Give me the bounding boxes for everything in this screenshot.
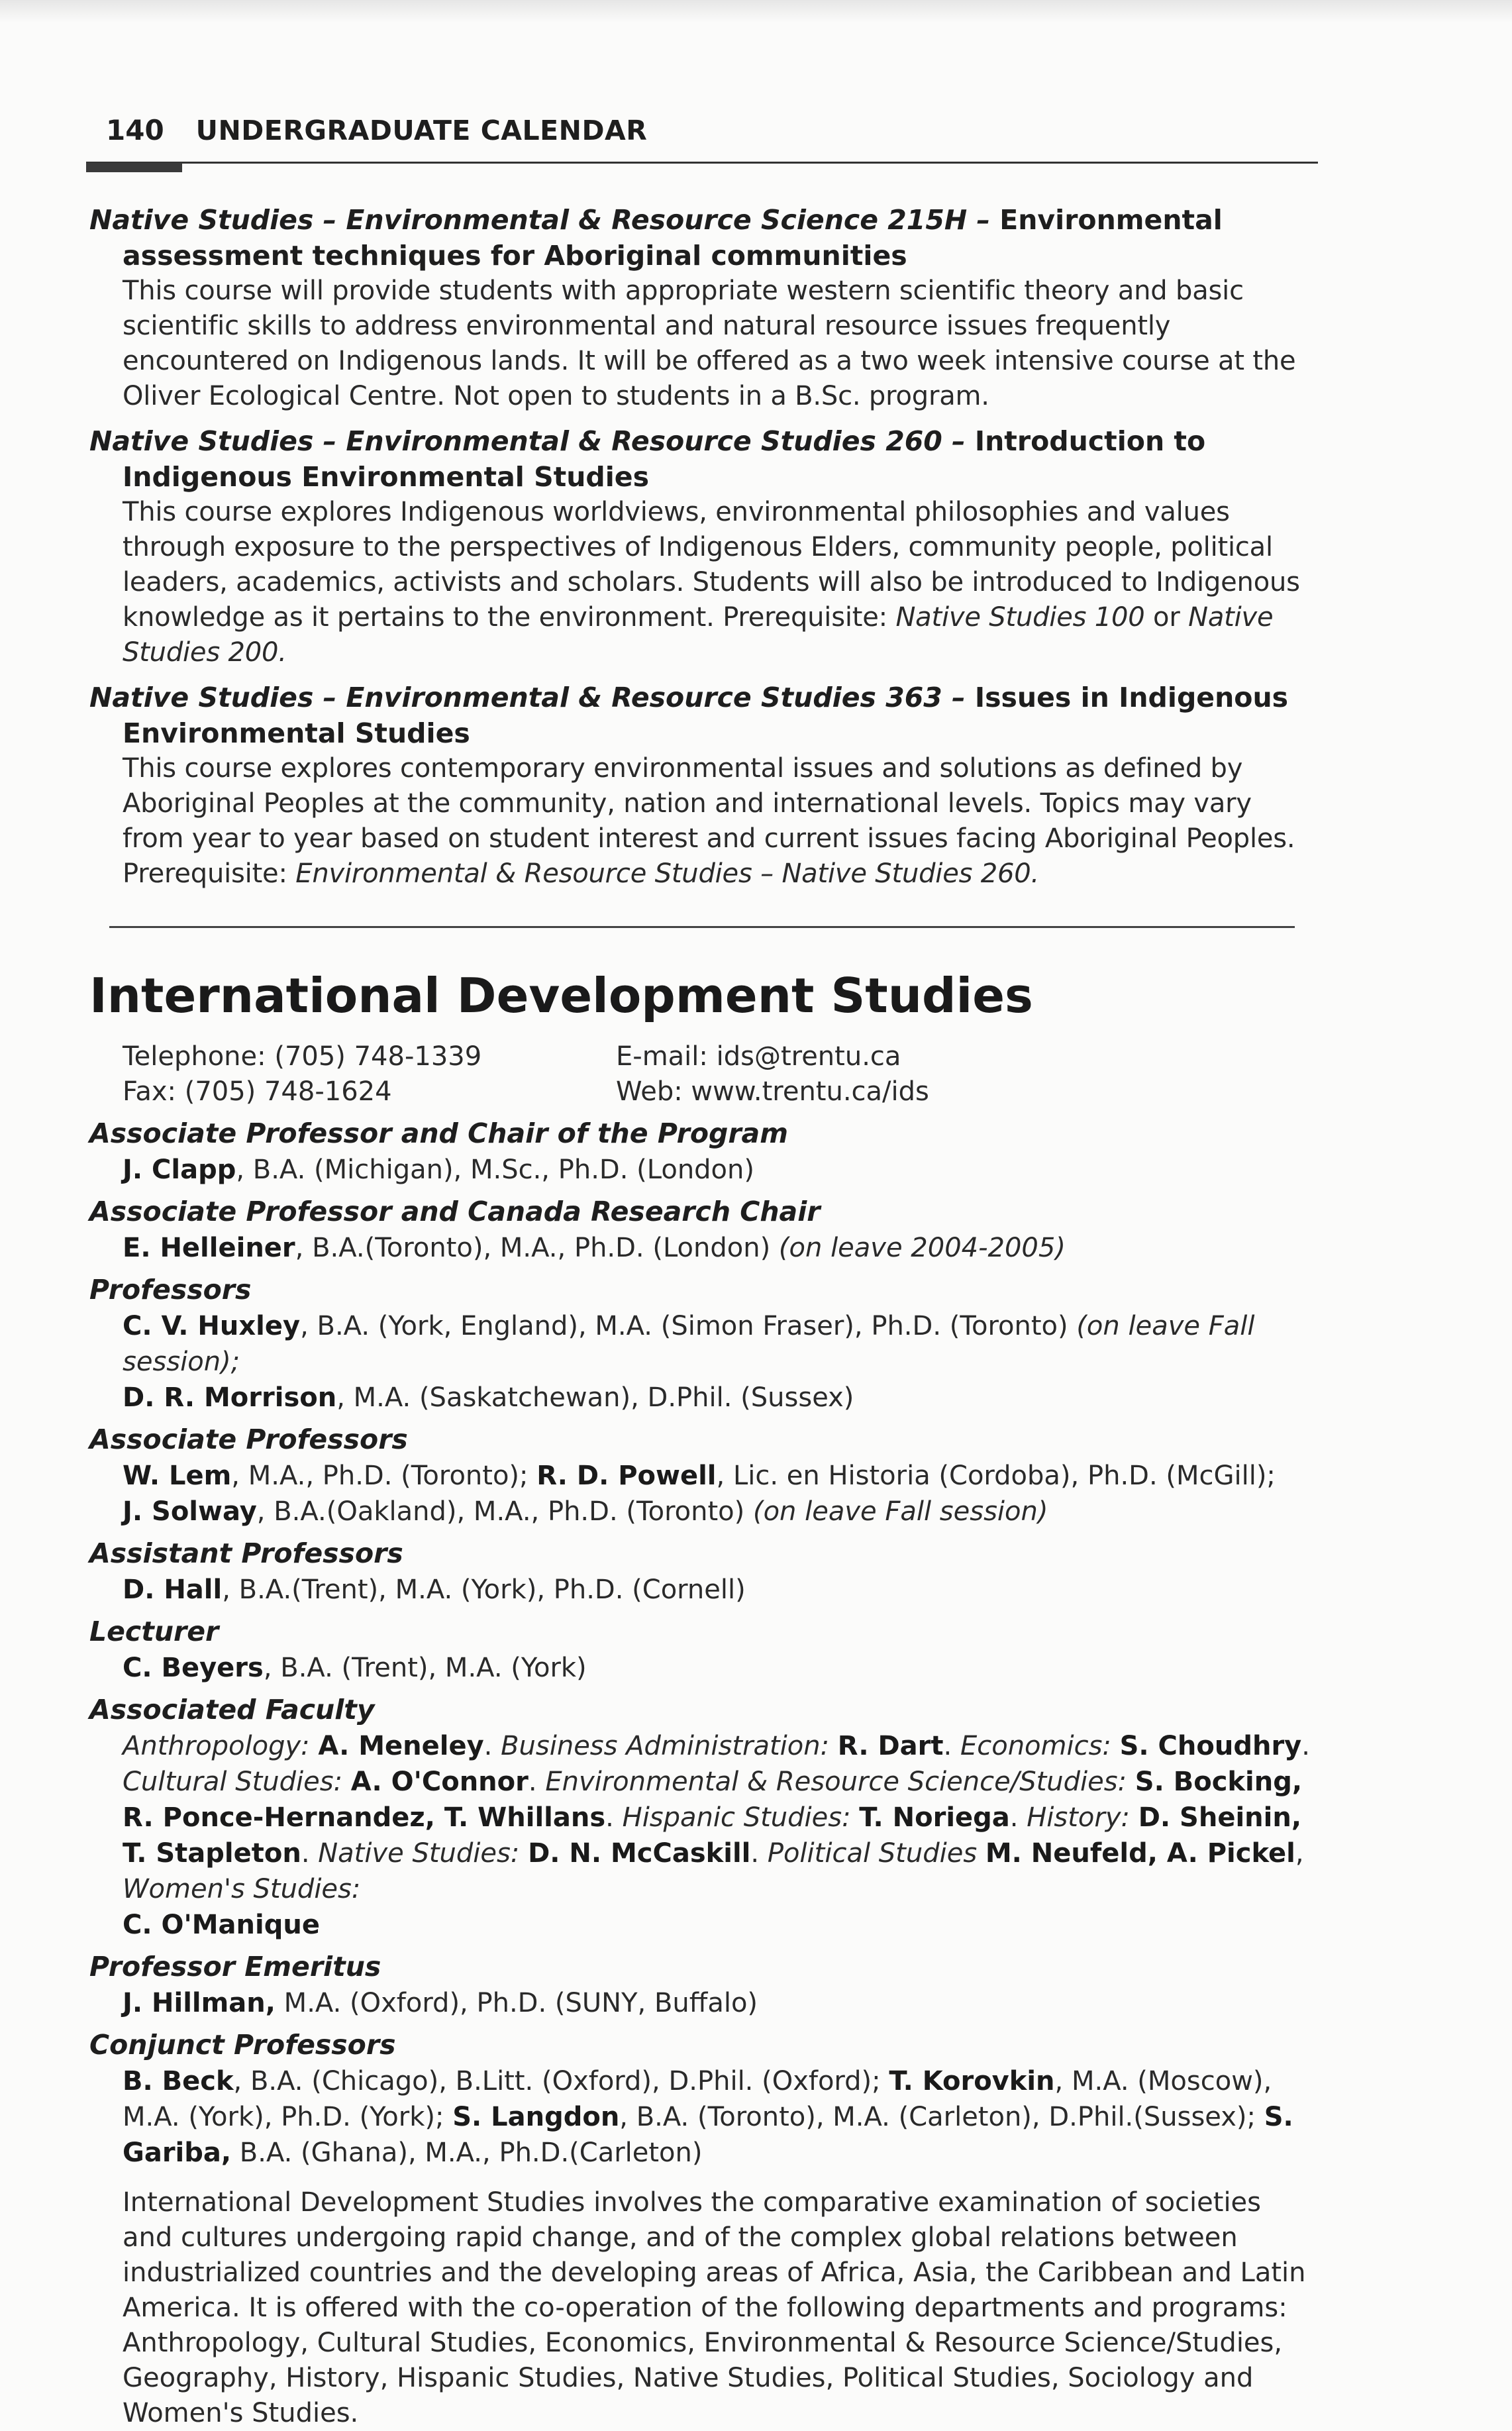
faculty-members xyxy=(89,1985,1318,2021)
program-description: International Development Studies involves the comparative examination of societies and cultures undergoing rapid change, and of the complex global relations between industrialized countries and the developing areas of Africa, Asia, the Caribbean and Latin America. It is offered with the co-operation of the following departments and programs: Anthropology, Cultural Studies, Economics, Environmental & Resource Science/Studies, Geography, History, Hispanic Studies, Native Studies, Political Studies, Sociology and Women's Studies. xyxy=(123,2187,1306,2428)
department-label: Hispanic Studies: xyxy=(622,1802,851,1833)
faculty-credentials: , B.A. (Trent), M.A. (York) xyxy=(263,1653,587,1683)
faculty-name: S. Langdon xyxy=(452,2102,620,2132)
leave-note: (on leave Fall session) xyxy=(752,1496,1048,1527)
faculty-name: S. Bocking, R. Ponce-Hernandez, T. Whillans xyxy=(123,1767,1303,1833)
faculty-group-label: Conjunct Professors xyxy=(89,2029,396,2061)
faculty-credentials: , B.A. (York, England), M.A. (Simon Fraser), Ph.D. (Toronto) xyxy=(300,1311,1068,1341)
faculty-group-professors xyxy=(89,1271,1318,1416)
faculty-name: D. Sheinin, T. Stapleton xyxy=(123,1802,1302,1869)
faculty-members xyxy=(89,1230,1318,1266)
prerequisite-course: Native Studies 100 xyxy=(895,602,1145,633)
faculty-name: R. D. Powell xyxy=(536,1461,717,1491)
faculty-name: A. Meneley xyxy=(318,1731,484,1761)
email: E-mail: ids@trentu.ca xyxy=(616,1041,901,1072)
faculty-name: D. R. Morrison xyxy=(123,1382,337,1413)
course-description-text: This course will provide students with appropriate western scientific theory and basic scientific skills to address environmental and natural resource issues frequently encountered on Indigenous lands. It will be offered as a two week intensive course at the Oliver Ecological Centre. Not open to students in a B.Sc. program. xyxy=(123,276,1296,411)
department-label: History: xyxy=(1027,1802,1130,1833)
faculty-group-label: Assistant Professors xyxy=(89,1537,403,1569)
faculty-members xyxy=(89,1308,1318,1416)
faculty-members xyxy=(89,1458,1318,1529)
faculty-group-chair xyxy=(89,1115,1318,1188)
faculty-group-conjunct xyxy=(89,2026,1318,2171)
faculty-name: B. Beck xyxy=(123,2066,234,2096)
header-marker xyxy=(86,163,182,172)
faculty-group-associate-professors xyxy=(89,1421,1318,1529)
page-number: 140 xyxy=(106,114,164,146)
faculty-credentials: B.A. (Ghana), M.A., Ph.D.(Carleton) xyxy=(231,2138,703,2168)
faculty-name: D. N. McCaskill xyxy=(528,1838,751,1869)
contact-block xyxy=(89,1039,1318,1110)
faculty-person xyxy=(123,1494,1318,1529)
faculty-members xyxy=(89,1572,1318,1608)
faculty-credentials: , M.A. (Saskatchewan), D.Phil. (Sussex) xyxy=(336,1382,854,1413)
faculty-name: E. Helleiner xyxy=(123,1233,295,1263)
faculty-person xyxy=(123,1380,1318,1416)
faculty-name: S. Gariba, xyxy=(123,2102,1293,2168)
faculty-group-research-chair xyxy=(89,1193,1318,1266)
page-content xyxy=(89,202,1318,2431)
faculty-name: J. Clapp xyxy=(123,1155,236,1185)
faculty-name: C. V. Huxley xyxy=(123,1311,301,1341)
department-label: Economics: xyxy=(960,1731,1111,1761)
faculty-credentials: , B.A.(Toronto), M.A., Ph.D. (London) xyxy=(295,1233,771,1263)
faculty-name: C. O'Manique xyxy=(123,1910,320,1940)
faculty-group-associated xyxy=(89,1691,1318,1943)
faculty-group-label: Associate Professor and Canada Research Chair xyxy=(89,1196,821,1227)
department-label: Political Studies xyxy=(767,1838,978,1869)
telephone: Telephone: (705) 748-1339 xyxy=(123,1041,482,1072)
faculty-credentials: M.A. (Oxford), Ph.D. (SUNY, Buffalo) xyxy=(275,1988,758,2018)
website: Web: www.trentu.ca/ids xyxy=(616,1076,929,1107)
faculty-name: D. Hall xyxy=(123,1575,223,1605)
faculty-credentials: , Lic. en Historia (Cordoba), Ph.D. (McGill); xyxy=(716,1461,1276,1491)
faculty-name: J. Hillman, xyxy=(123,1988,276,2018)
faculty-credentials: , B.A.(Trent), M.A. (York), Ph.D. (Cornell) xyxy=(222,1575,746,1605)
course-code: Native Studies – Environmental & Resource Science 215H – xyxy=(89,204,990,236)
faculty-name: M. Neufeld, A. Pickel xyxy=(985,1838,1295,1869)
scan-edge-shadow xyxy=(0,0,1512,23)
faculty-group-label: Associated Faculty xyxy=(89,1694,375,1726)
faculty-group-label: Associate Professor and Chair of the Program xyxy=(89,1117,788,1149)
page-header xyxy=(106,114,1318,146)
department-label: Anthropology: xyxy=(123,1731,310,1761)
faculty-credentials: , M.A., Ph.D. (Toronto); xyxy=(231,1461,537,1491)
department-label: Women's Studies: xyxy=(123,1874,361,1904)
faculty-person xyxy=(123,1458,1318,1494)
faculty-group-label: Professors xyxy=(89,1274,252,1306)
course-description xyxy=(89,751,1318,892)
course-description xyxy=(89,495,1318,670)
section-title: International Development Studies xyxy=(89,968,1033,1023)
faculty-members xyxy=(89,1650,1318,1686)
course-code: Native Studies – Environmental & Resource Studies 260 – xyxy=(89,425,966,457)
course-entry xyxy=(89,202,1318,414)
faculty-credentials: , M.A. (Moscow), M.A. (York), Ph.D. (York); xyxy=(123,2066,1272,2132)
department-label: Native Studies: xyxy=(318,1838,520,1869)
course-code: Native Studies – Environmental & Resource Studies 363 – xyxy=(89,682,966,713)
course-description xyxy=(89,274,1318,414)
running-title: UNDERGRADUATE CALENDAR xyxy=(195,115,648,146)
fax: Fax: (705) 748-1624 xyxy=(123,1076,392,1107)
course-heading xyxy=(89,423,1318,495)
header-rule xyxy=(86,162,1318,164)
course-entry xyxy=(89,680,1318,892)
faculty-group-assistant-professors xyxy=(89,1535,1318,1608)
faculty-name: T. Noriega xyxy=(859,1802,1010,1833)
course-entry xyxy=(89,423,1318,670)
course-title: Environmental assessment techniques for Aboriginal communities xyxy=(123,204,1223,272)
faculty-person xyxy=(123,1308,1318,1380)
course-description-text: This course explores Indigenous worldviews, environmental philosophies and values through exposure to the perspectives of Indigenous Elders, community people, political leaders, academics, activists and scholars. Students will also be introduced to Indigenous knowledge as it pertains to the environment. xyxy=(123,497,1300,633)
department-label: Cultural Studies: xyxy=(123,1767,343,1797)
course-heading xyxy=(89,680,1318,751)
faculty-members xyxy=(89,1152,1318,1188)
faculty-members: Anthropology: A. Meneley. Business Administration: R. Dart. Economics: S. Choudhry. Cultural Studies: A. O'Connor. Environmental & Resource Science/Studies: S. Bocking, R. Ponce-Hernandez, T. Whillans. Hispanic Studies: T. Noriega. History: D. Sheinin, T. Stapleton. Native Studies: D. N. McCaskill. Political Studies M. Neufeld, A. Pickel, Women's Studies: C. O'Manique xyxy=(89,1728,1318,1943)
prerequisite-course: Native Studies 200. xyxy=(123,602,1274,668)
faculty-credentials: , B.A. (Toronto), M.A. (Carleton), D.Phil.(Sussex); xyxy=(619,2102,1264,2132)
faculty-group-emeritus xyxy=(89,1948,1318,2021)
faculty-name: T. Korovkin xyxy=(889,2066,1055,2096)
department-label: Environmental & Resource Science/Studies: xyxy=(545,1767,1127,1797)
faculty-name: J. Solway xyxy=(123,1496,257,1527)
prerequisite-join: or xyxy=(1153,602,1180,633)
faculty-name: R. Dart xyxy=(837,1731,944,1761)
faculty-group-lecturer xyxy=(89,1613,1318,1686)
course-description-text: This course explores contemporary environmental issues and solutions as defined by Aboriginal Peoples at the community, nation and international levels. Topics may vary from year to year based on student interest and current issues facing Aboriginal Peoples. xyxy=(123,753,1295,854)
faculty-credentials: , B.A. (Chicago), B.Litt. (Oxford), D.Phil. (Oxford); xyxy=(233,2066,889,2096)
faculty-group-label: Professor Emeritus xyxy=(89,1951,381,1983)
prerequisite-label: Prerequisite: xyxy=(723,602,887,633)
leave-note: (on leave Fall session); xyxy=(123,1311,1255,1377)
faculty-name: W. Lem xyxy=(123,1461,232,1491)
prerequisite-course: Environmental & Resource Studies – Native Studies 260. xyxy=(295,858,1040,889)
faculty-credentials: , B.A.(Oakland), M.A., Ph.D. (Toronto) xyxy=(256,1496,745,1527)
faculty-name: A. O'Connor xyxy=(350,1767,529,1797)
course-heading xyxy=(89,202,1318,274)
faculty-person xyxy=(123,1907,1318,1943)
faculty-name: S. Choudhry xyxy=(1119,1731,1302,1761)
section-divider xyxy=(109,926,1295,928)
prerequisite-label: Prerequisite: xyxy=(123,858,287,889)
course-title: Issues in Indigenous Environmental Studies xyxy=(123,682,1289,749)
department-label: Business Administration: xyxy=(501,1731,830,1761)
faculty-credentials: , B.A. (Michigan), M.Sc., Ph.D. (London) xyxy=(236,1155,754,1185)
faculty-group-label: Associate Professors xyxy=(89,1423,408,1455)
course-title: Introduction to Indigenous Environmental Studies xyxy=(123,425,1206,493)
faculty-group-label: Lecturer xyxy=(89,1616,219,1647)
leave-note: (on leave 2004-2005) xyxy=(778,1233,1066,1263)
faculty-name: C. Beyers xyxy=(123,1653,264,1683)
faculty-members xyxy=(89,2063,1318,2171)
